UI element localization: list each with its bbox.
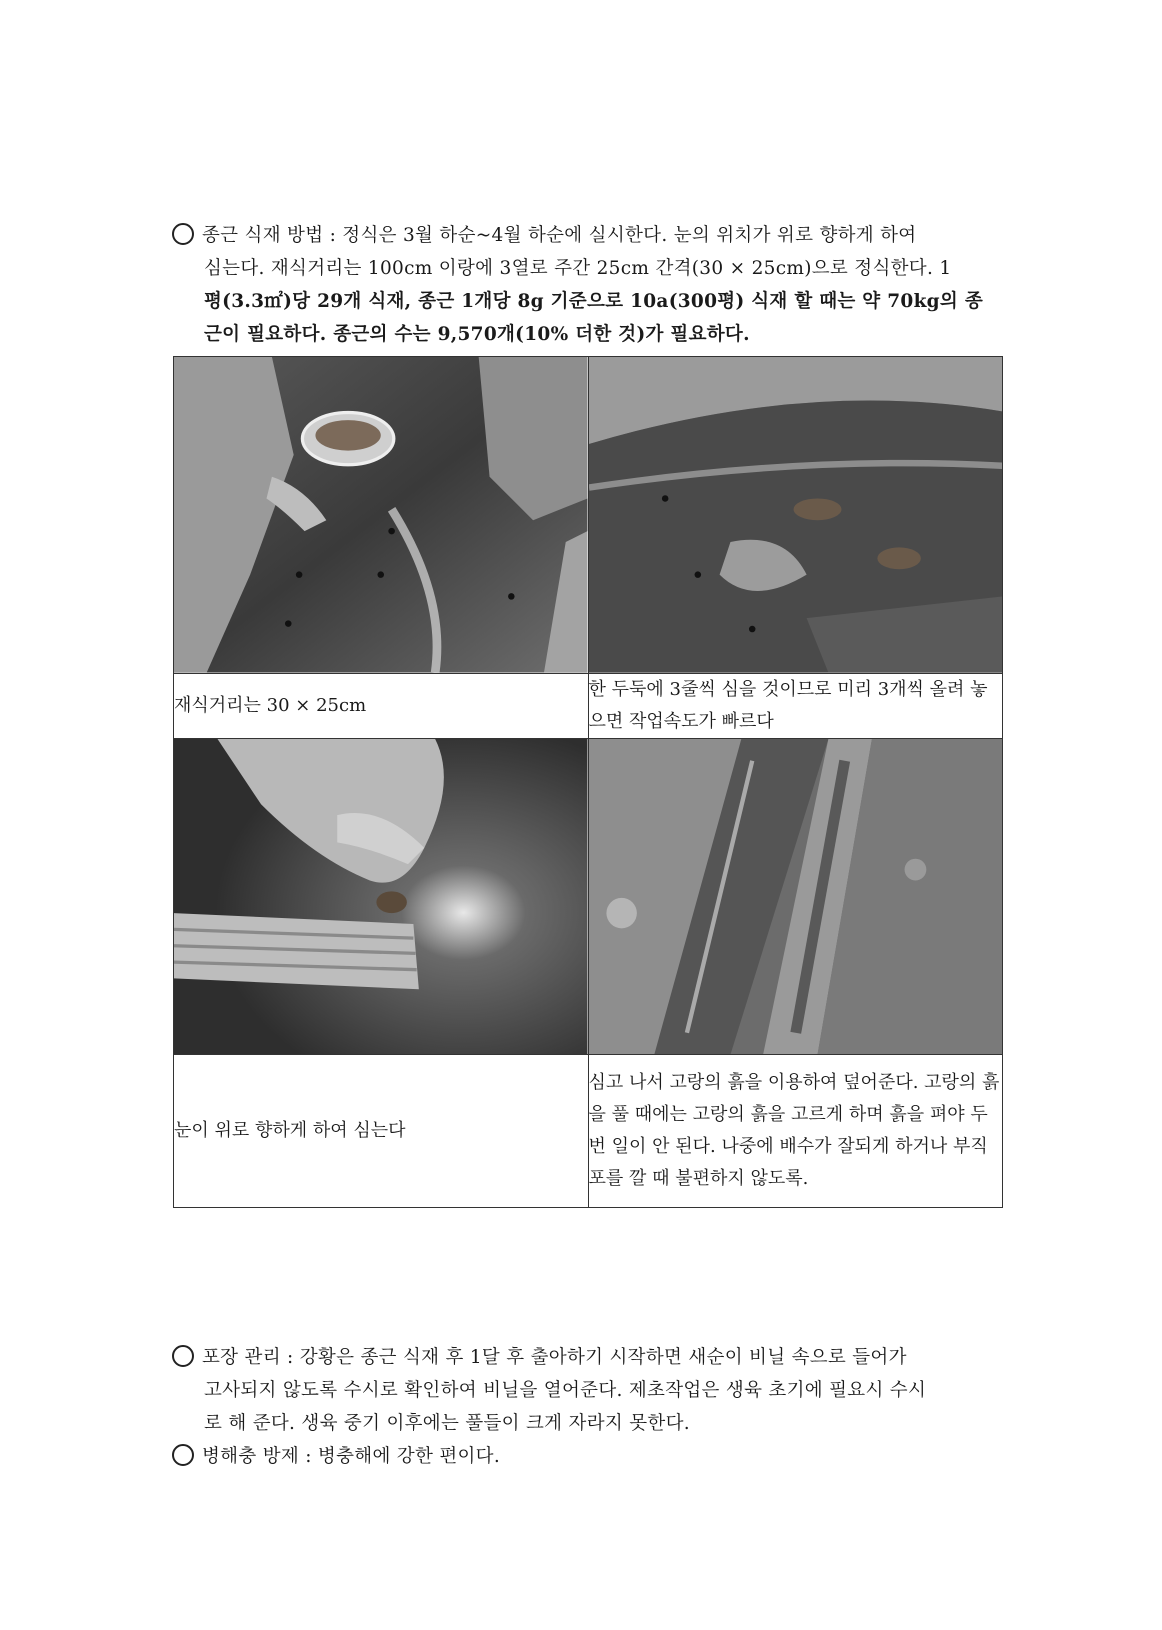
caption-top-right: 한 두둑에 3줄씩 심을 것이므로 미리 3개씩 올려 놓으면 작업속도가 빠르다	[588, 673, 1003, 738]
field-line-1: 포장 관리 : 강황은 종근 식재 후 1달 후 출아하기 시작하면 새순이 비닐 속으로 들어가	[172, 1341, 1002, 1374]
photo-planting-workers	[174, 357, 588, 673]
photo-cell-top-left	[174, 357, 589, 674]
photo-cell-top-right	[588, 357, 1003, 674]
caption-bottom-left: 눈이 위로 향하게 하여 심는다	[174, 1055, 589, 1208]
caption-bottom-right: 심고 나서 고랑의 흙을 이용하여 덮어준다. 고랑의 흙을 풀 때에는 고랑의 흙을 고르게 하며 흙을 펴야 두 번 일이 안 된다. 나중에 배수가 잘되게 하거나 부직포를 깔 때 불편하지 않도록.	[588, 1055, 1003, 1208]
photo-cell-bottom-right	[588, 738, 1003, 1055]
field-management-section	[172, 1341, 1002, 1440]
field-line-3: 로 해 준다. 생육 중기 이후에는 풀들이 크게 자라지 못한다.	[204, 1413, 690, 1434]
circle-bullet-icon	[172, 1444, 194, 1466]
planting-line-3: 평(3.3㎡)당 29개 식재, 종근 1개당 8g 기준으로 10a(300평) 식재 할 때는 약 70kg의 종	[204, 291, 984, 312]
photo-covered-furrows	[589, 739, 1003, 1055]
planting-line-1: 종근 식재 방법 : 정식은 3월 하순~4월 하순에 실시한다. 눈의 위치가 위로 향하게 하여	[172, 219, 1002, 252]
caption-top-left: 재식거리는 30 × 25cm	[174, 673, 589, 738]
photo-mulched-ridge-tubers	[589, 357, 1003, 673]
photo-grid	[173, 356, 1003, 1208]
pest-control-section	[172, 1440, 1002, 1473]
photo-cell-bottom-left	[174, 738, 589, 1055]
circle-bullet-icon	[172, 1345, 194, 1367]
photo-planting-eye-up	[174, 739, 588, 1055]
planting-method-section	[172, 219, 1002, 351]
field-line-2: 고사되지 않도록 수시로 확인하여 비닐을 열어준다. 제초작업은 생육 초기에 필요시 수시	[204, 1380, 927, 1401]
circle-bullet-icon	[172, 223, 194, 245]
pest-line: 병해충 방제 : 병충해에 강한 편이다.	[172, 1440, 1002, 1473]
planting-line-4: 근이 필요하다. 종근의 수는 9,570개(10% 더한 것)가 필요하다.	[204, 324, 750, 345]
planting-line-2: 심는다. 재식거리는 100cm 이랑에 3열로 주간 25cm 간격(30 × 25cm)으로 정식한다. 1	[204, 258, 952, 279]
